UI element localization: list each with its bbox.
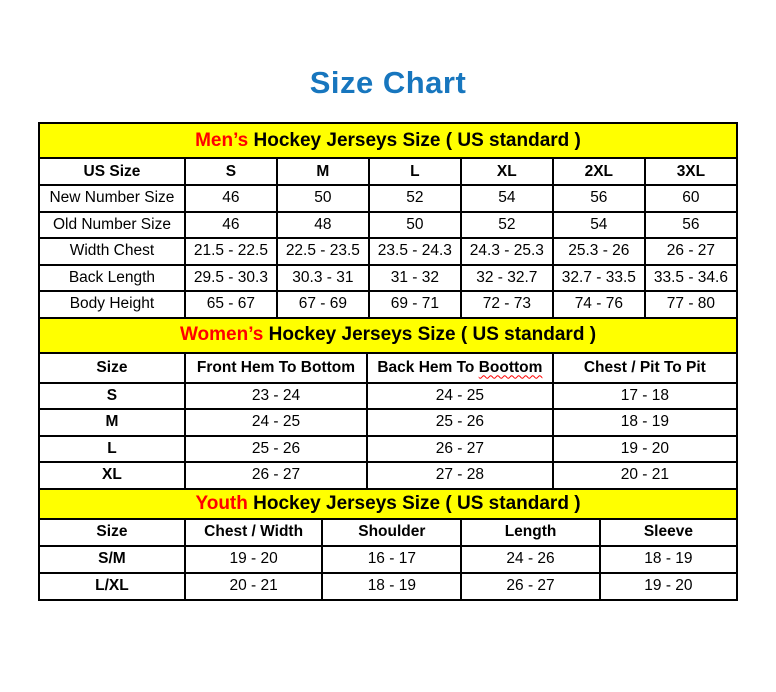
youth-col-shoulder: Shoulder bbox=[322, 519, 461, 546]
cell: 67 - 69 bbox=[277, 291, 369, 318]
cell: 26 - 27 bbox=[645, 238, 737, 265]
mens-col-s: S bbox=[185, 158, 277, 185]
cell: 24 - 25 bbox=[185, 409, 367, 436]
mens-col-2xl: 2XL bbox=[553, 158, 645, 185]
mens-col-l: L bbox=[369, 158, 461, 185]
womens-section-title bbox=[39, 318, 737, 353]
cell: 56 bbox=[645, 212, 737, 239]
cell: 60 bbox=[645, 185, 737, 212]
table-row bbox=[39, 185, 737, 212]
table-row bbox=[39, 212, 737, 239]
cell: 24.3 - 25.3 bbox=[461, 238, 553, 265]
cell: 46 bbox=[185, 185, 277, 212]
table-row bbox=[39, 409, 737, 436]
cell: 50 bbox=[277, 185, 369, 212]
cell: 46 bbox=[185, 212, 277, 239]
cell: 77 - 80 bbox=[645, 291, 737, 318]
cell: 22.5 - 23.5 bbox=[277, 238, 369, 265]
cell: 16 - 17 bbox=[322, 546, 461, 573]
row-label: New Number Size bbox=[39, 185, 185, 212]
cell: 56 bbox=[553, 185, 645, 212]
cell: 33.5 - 34.6 bbox=[645, 265, 737, 292]
mens-section-title bbox=[39, 123, 737, 158]
youth-size-table bbox=[38, 488, 738, 601]
cell: 32 - 32.7 bbox=[461, 265, 553, 292]
row-label: L bbox=[39, 436, 185, 463]
cell: 18 - 19 bbox=[322, 573, 461, 600]
youth-col-length: Length bbox=[461, 519, 600, 546]
cell: 48 bbox=[277, 212, 369, 239]
mens-section-title-highlight: Men’s bbox=[195, 129, 249, 151]
row-label: L/XL bbox=[39, 573, 185, 600]
cell: 26 - 27 bbox=[461, 573, 600, 600]
mens-header-row bbox=[39, 158, 737, 185]
youth-section-title-highlight: Youth bbox=[195, 492, 248, 514]
cell: 29.5 - 30.3 bbox=[185, 265, 277, 292]
table-row bbox=[39, 383, 737, 410]
table-row bbox=[39, 462, 737, 489]
mens-col-us-size: US Size bbox=[39, 158, 185, 185]
cell: 72 - 73 bbox=[461, 291, 553, 318]
cell: 69 - 71 bbox=[369, 291, 461, 318]
row-label: XL bbox=[39, 462, 185, 489]
cell: 26 - 27 bbox=[185, 462, 367, 489]
cell: 52 bbox=[461, 212, 553, 239]
cell: 17 - 18 bbox=[553, 383, 737, 410]
table-row bbox=[39, 238, 737, 265]
cell: 25.3 - 26 bbox=[553, 238, 645, 265]
mens-col-m: M bbox=[277, 158, 369, 185]
cell: 19 - 20 bbox=[553, 436, 737, 463]
row-label: Back Length bbox=[39, 265, 185, 292]
cell: 25 - 26 bbox=[367, 409, 553, 436]
table-row bbox=[39, 546, 737, 573]
youth-header-row bbox=[39, 519, 737, 546]
row-label: Width Chest bbox=[39, 238, 185, 265]
row-label: S bbox=[39, 383, 185, 410]
womens-col-back-hem bbox=[367, 353, 553, 383]
cell: 18 - 19 bbox=[600, 546, 737, 573]
cell: 31 - 32 bbox=[369, 265, 461, 292]
page-title: Size Chart bbox=[309, 65, 467, 100]
cell: 54 bbox=[553, 212, 645, 239]
womens-col-front-hem: Front Hem To Bottom bbox=[185, 353, 367, 383]
womens-size-table bbox=[38, 317, 738, 490]
cell: 21.5 - 22.5 bbox=[185, 238, 277, 265]
row-label: S/M bbox=[39, 546, 185, 573]
cell: 32.7 - 33.5 bbox=[553, 265, 645, 292]
cell: 18 - 19 bbox=[553, 409, 737, 436]
mens-section-band bbox=[39, 123, 737, 158]
row-label: Old Number Size bbox=[39, 212, 185, 239]
cell: 54 bbox=[461, 185, 553, 212]
table-row bbox=[39, 291, 737, 318]
row-label: M bbox=[39, 409, 185, 436]
womens-header-row bbox=[39, 353, 737, 383]
cell: 24 - 25 bbox=[367, 383, 553, 410]
cell: 20 - 21 bbox=[185, 573, 323, 600]
womens-col-chest: Chest / Pit To Pit bbox=[553, 353, 737, 383]
cell: 25 - 26 bbox=[185, 436, 367, 463]
youth-col-size: Size bbox=[39, 519, 185, 546]
womens-section-title-highlight: Women’s bbox=[179, 324, 264, 345]
cell: 27 - 28 bbox=[367, 462, 553, 489]
cell: 50 bbox=[369, 212, 461, 239]
row-label: Body Height bbox=[39, 291, 185, 318]
cell: 30.3 - 31 bbox=[277, 265, 369, 292]
cell: 23 - 24 bbox=[185, 383, 367, 410]
table-row bbox=[39, 436, 737, 463]
mens-col-3xl: 3XL bbox=[645, 158, 737, 185]
mens-col-xl: XL bbox=[461, 158, 553, 185]
youth-section-title-rest: Hockey Jerseys Size ( US standard ) bbox=[253, 492, 581, 514]
youth-section-band bbox=[39, 489, 737, 519]
cell: 52 bbox=[369, 185, 461, 212]
table-row bbox=[39, 573, 737, 600]
mens-section-title-rest: Hockey Jerseys Size ( US standard ) bbox=[253, 129, 581, 151]
cell: 24 - 26 bbox=[461, 546, 600, 573]
womens-col-size: Size bbox=[39, 353, 185, 383]
youth-col-chest-width: Chest / Width bbox=[185, 519, 323, 546]
youth-col-sleeve: Sleeve bbox=[600, 519, 737, 546]
back-hem-prefix: Back Hem To bbox=[377, 358, 475, 376]
cell: 74 - 76 bbox=[553, 291, 645, 318]
mens-size-table bbox=[38, 122, 738, 319]
cell: 26 - 27 bbox=[367, 436, 553, 463]
womens-section-title-rest: Hockey Jerseys Size ( US standard ) bbox=[268, 324, 597, 345]
youth-section-title bbox=[39, 489, 737, 519]
back-hem-typo-word: Boottom bbox=[478, 358, 543, 376]
cell: 19 - 20 bbox=[600, 573, 737, 600]
table-row bbox=[39, 265, 737, 292]
cell: 65 - 67 bbox=[185, 291, 277, 318]
cell: 23.5 - 24.3 bbox=[369, 238, 461, 265]
womens-section-band bbox=[39, 318, 737, 353]
cell: 20 - 21 bbox=[553, 462, 737, 489]
size-tables-stack bbox=[38, 122, 738, 601]
cell: 19 - 20 bbox=[185, 546, 323, 573]
